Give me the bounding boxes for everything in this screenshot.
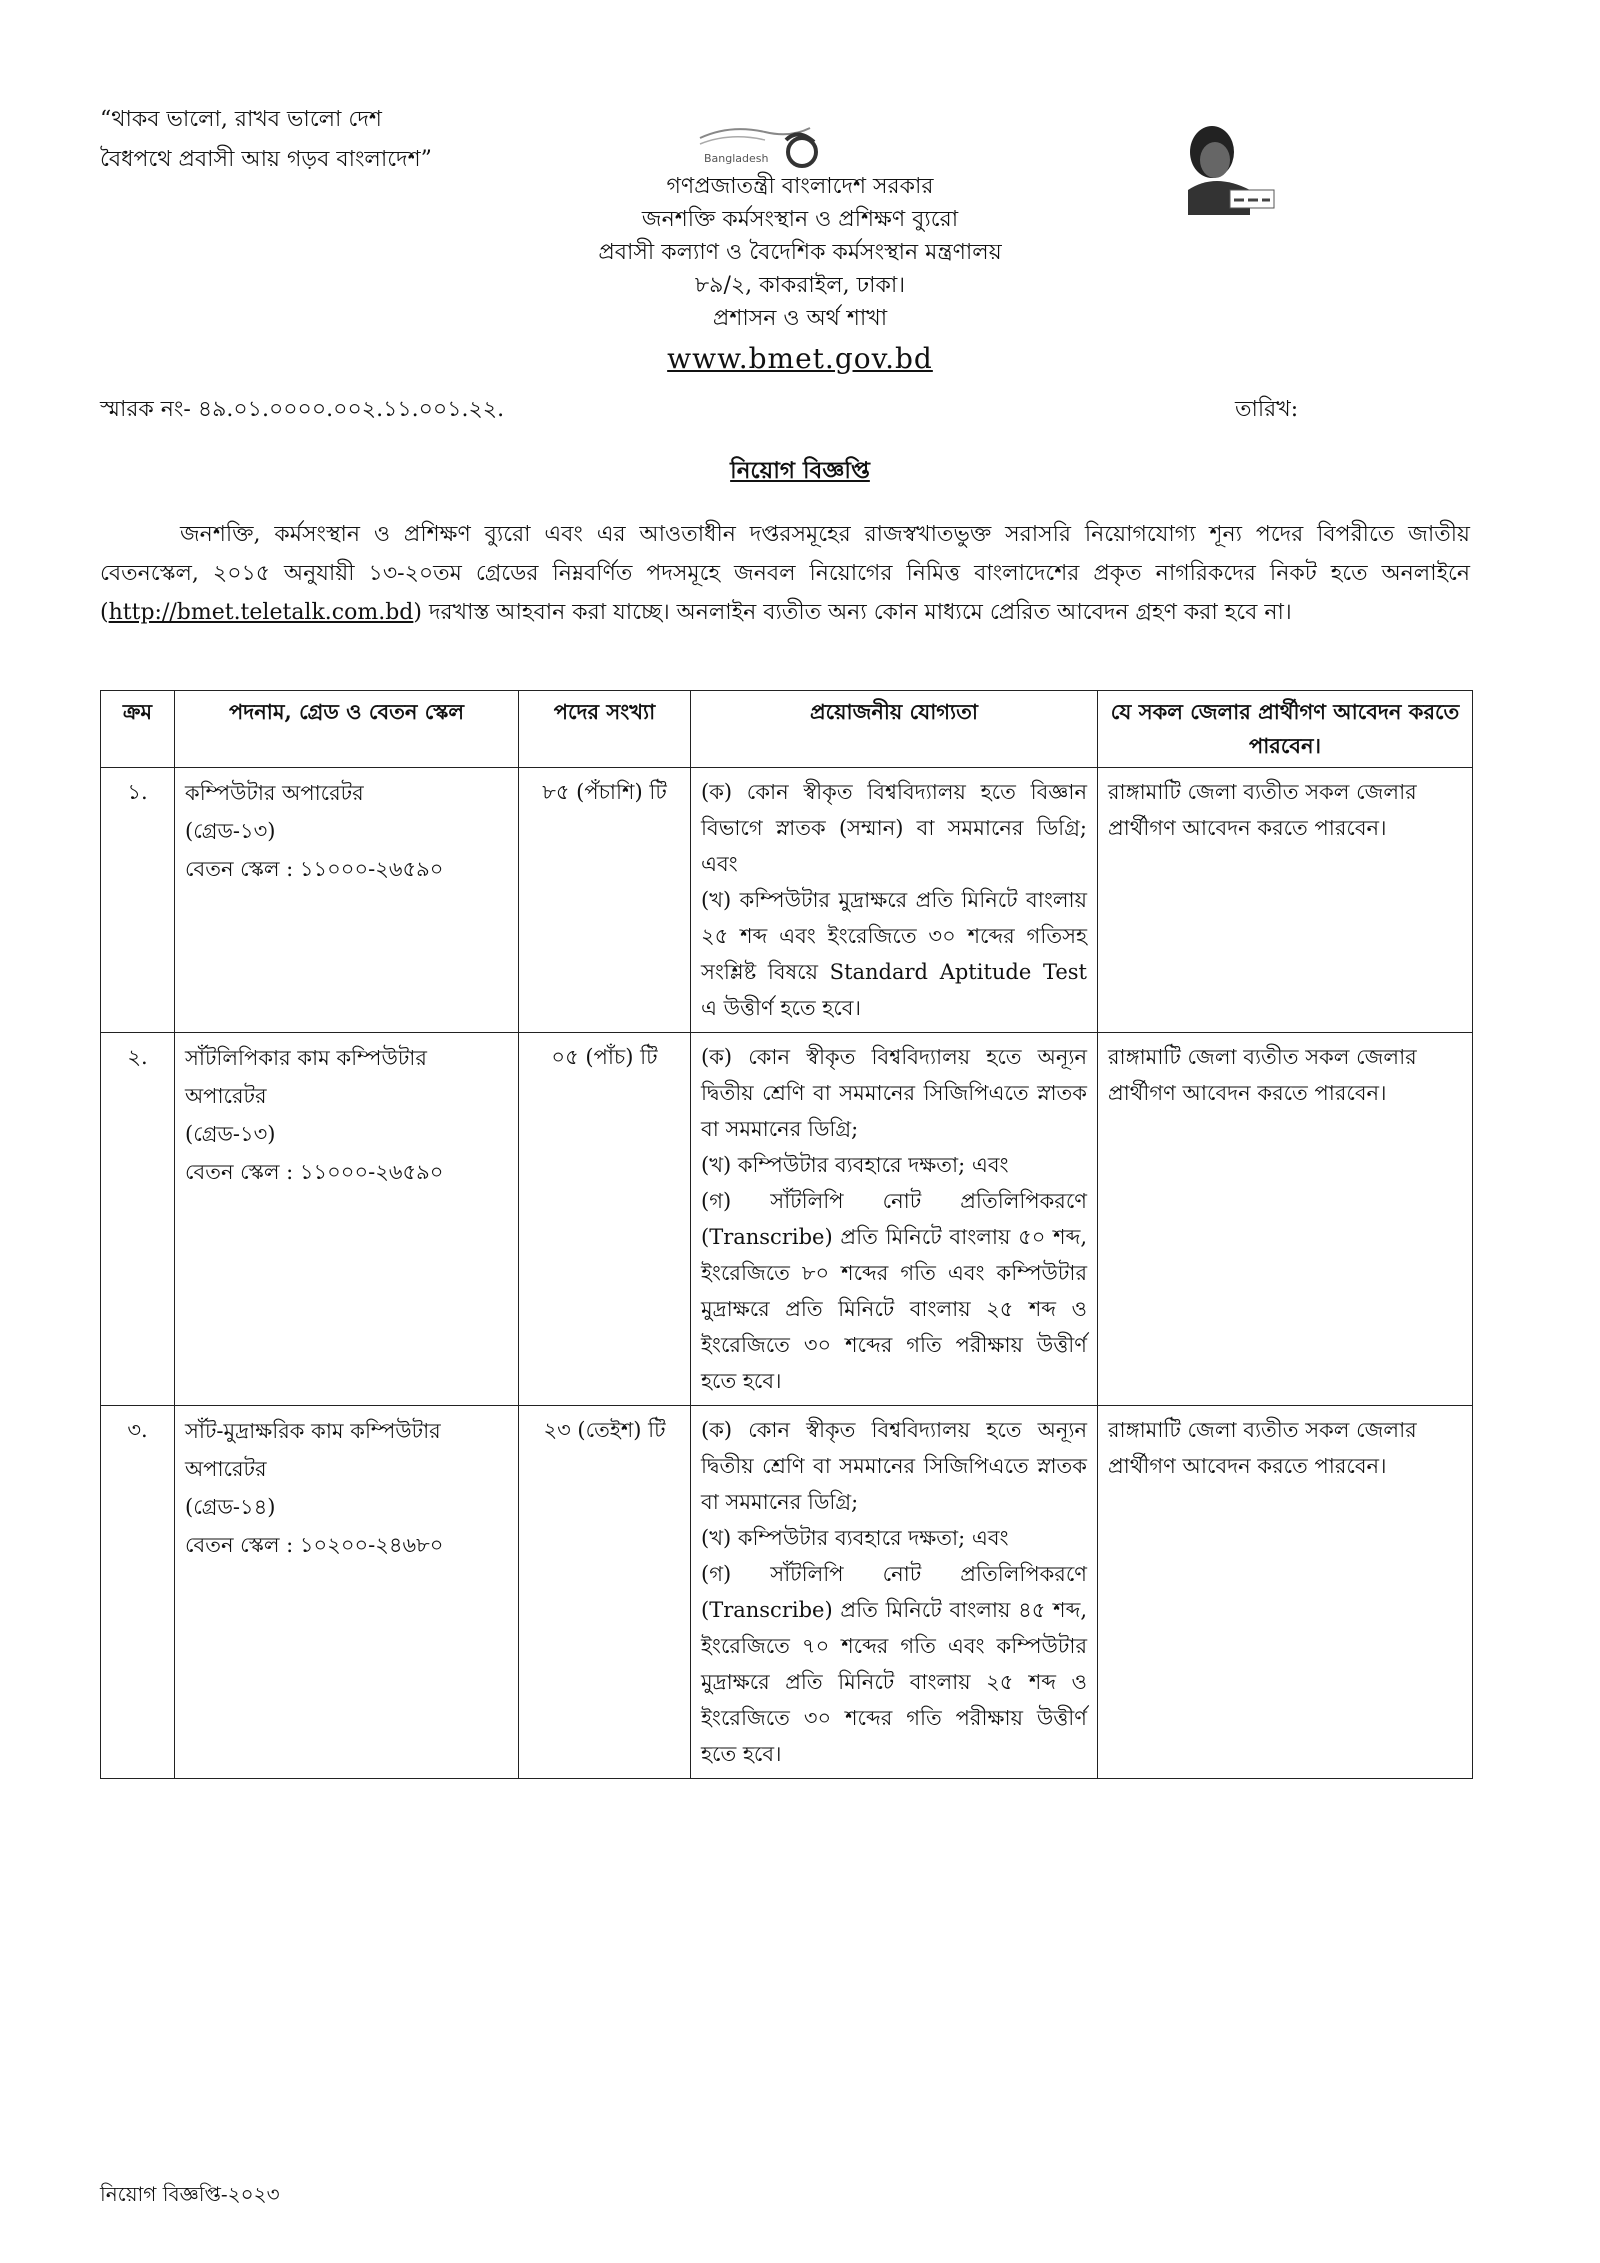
row-qualification <box>691 1033 1098 1406</box>
row-districts: রাঙ্গামাটি জেলা ব্যতীত সকল জেলার প্রার্থীগণ আবেদন করতে পারবেন। <box>1098 1406 1473 1779</box>
page-footer: নিয়োগ বিজ্ঞপ্তি-২০২৩ <box>100 2182 280 2206</box>
post-grade: (গ্রেড-১৩) <box>185 1122 276 1146</box>
post-scale: বেতন স্কেল : ১১০০০-২৬৫৯০ <box>185 1160 444 1184</box>
qualification-b: (খ) কম্পিউটার ব্যবহারে দক্ষতা; এবং <box>701 1526 1009 1550</box>
row-qualification <box>691 768 1098 1033</box>
row-qualification <box>691 1406 1098 1779</box>
website-link[interactable]: www.bmet.gov.bd <box>667 342 933 375</box>
logo-left-text: Bangladesh <box>704 152 769 165</box>
post-scale: বেতন স্কেল : ১০২০০-২৪৬৮০ <box>185 1533 444 1557</box>
qualification-a: (ক) কোন স্বীকৃত বিশ্ববিদ্যালয় হতে অন্যূন দ্বিতীয় শ্রেণি বা সমমানের সিজিপিএতে স্নাতক বা সমমানের ডিগ্রি; <box>701 1045 1087 1141</box>
header-ministry: প্রবাসী কল্যাণ ও বৈদেশিক কর্মসংস্থান মন্ত্রণালয় <box>598 240 1002 265</box>
header-address: ৮৯/২, কাকরাইল, ঢাকা। <box>694 273 906 298</box>
header-districts: যে সকল জেলার প্রার্থীগণ আবেদন করতে পারবেন। <box>1098 691 1473 768</box>
job-table <box>100 690 1473 1779</box>
post-grade: (গ্রেড-১৪) <box>185 1495 276 1519</box>
header-qualification: প্রয়োজনীয় যোগ্যতা <box>691 691 1098 768</box>
qualification-c: (গ) সাঁটলিপি নোট প্রতিলিপিকরণে (Transcribe) প্রতি মিনিটে বাংলায় ৪৫ শব্দ, ইংরেজিতে ৭০ শব্দের গতি এবং কম্পিউটার মুদ্রাক্ষরে প্রতি মিনিটে বাংলায় ২৫ শব্দ ও ইংরেজিতে ৩০ শব্দের গতি পরীক্ষায় উত্তীর্ণ হতে হবে। <box>701 1562 1087 1766</box>
row-sl: ৩. <box>101 1406 175 1779</box>
header-post: পদনাম, গ্রেড ও বেতন স্কেল <box>175 691 519 768</box>
table-header-row <box>101 691 1473 768</box>
bangladesh-50-years-logo-icon <box>690 118 840 176</box>
row-post <box>175 1406 519 1779</box>
memo-number: স্মারক নং- ৪৯.০১.০০০০.০০২.১১.০০১.২২. <box>100 397 505 422</box>
table-row <box>101 1406 1473 1779</box>
qualification-b: (খ) কম্পিউটার ব্যবহারে দক্ষতা; এবং <box>701 1153 1009 1177</box>
office-header <box>0 170 1600 379</box>
row-post <box>175 768 519 1033</box>
row-sl: ১. <box>101 768 175 1033</box>
slogan <box>100 100 432 180</box>
qualification-a: (ক) কোন স্বীকৃত বিশ্ববিদ্যালয় হতে অন্যূন দ্বিতীয় শ্রেণি বা সমমানের সিজিপিএতে স্নাতক বা সমমানের ডিগ্রি; <box>701 1418 1087 1514</box>
row-sl: ২. <box>101 1033 175 1406</box>
header-bureau: জনশক্তি কর্মসংস্থান ও প্রশিক্ষণ ব্যুরো <box>641 207 959 232</box>
post-name: সাঁট-মুদ্রাক্ষরিক কাম কম্পিউটার অপারেটর <box>185 1419 441 1481</box>
row-districts: রাঙ্গামাটি জেলা ব্যতীত সকল জেলার প্রার্থীগণ আবেদন করতে পারবেন। <box>1098 1033 1473 1406</box>
slogan-line-1: “থাকব ভালো, রাখব ভালো দেশ <box>100 107 382 132</box>
date-label: তারিখ: <box>1235 397 1299 422</box>
qualification-b: (খ) কম্পিউটার মুদ্রাক্ষরে প্রতি মিনিটে বাংলায় ২৫ শব্দ এবং ইংরেজিতে ৩০ শব্দের গতিসহ সংশ্লিষ্ট বিষয়ে Standard Aptitude Test এ উত্তীর্ণ হতে হবে। <box>701 888 1087 1020</box>
qualification-a: (ক) কোন স্বীকৃত বিশ্ববিদ্যালয় হতে বিজ্ঞান বিভাগে স্নাতক (সম্মান) বা সমমানের ডিগ্রি; এবং <box>701 780 1087 876</box>
qualification-c: (গ) সাঁটলিপি নোট প্রতিলিপিকরণে (Transcribe) প্রতি মিনিটে বাংলায় ৫০ শব্দ, ইংরেজিতে ৮০ শব্দের গতি এবং কম্পিউটার মুদ্রাক্ষরে প্রতি মিনিটে বাংলায় ২৫ শব্দ ও ইংরেজিতে ৩০ শব্দের গতি পরীক্ষায় উত্তীর্ণ হতে হবে। <box>701 1189 1087 1393</box>
post-name: সাঁটলিপিকার কাম কম্পিউটার অপারেটর <box>185 1046 427 1108</box>
header-branch: প্রশাসন ও অর্থ শাখা <box>712 306 888 331</box>
intro-text-start: জনশক্তি, কর্মসংস্থান ও প্রশিক্ষণ ব্যুরো এবং এর আওতাধীন দপ্তরসমূহের রাজস্বখাতভুক্ত সরাসরি নিয়োগযোগ্য শূন্য পদের বিপরীতে জাতীয় বেতনস্কেল, ২০১৫ অনুযায়ী ১৩-২০তম গ্রেডের নিম্নবর্ণিত পদসমূহে জনবল নিয়োগের নিমিত্ত বাংলাদেশের প্রকৃত নাগরিকদের নিকট হতে অনলাইনে ( <box>100 522 1470 625</box>
application-link[interactable]: http://bmet.teletalk.com.bd <box>108 600 414 625</box>
header-count: পদের সংখ্যা <box>519 691 691 768</box>
row-districts: রাঙ্গামাটি জেলা ব্যতীত সকল জেলার প্রার্থীগণ আবেদন করতে পারবেন। <box>1098 768 1473 1033</box>
post-name: কম্পিউটার অপারেটর <box>185 781 364 805</box>
notice-title: নিয়োগ বিজ্ঞপ্তি <box>730 457 870 484</box>
table-row <box>101 768 1473 1033</box>
intro-text-end: ) দরখাস্ত আহবান করা যাচ্ছে। অনলাইন ব্যতীত অন্য কোন মাধ্যমে প্রেরিত আবেদন গ্রহণ করা হবে না। <box>413 600 1292 625</box>
slogan-line-2: বৈধপথে প্রবাসী আয় গড়ব বাংলাদেশ” <box>100 147 432 172</box>
row-post <box>175 1033 519 1406</box>
row-count: ২৩ (তেইশ) টি <box>519 1406 691 1779</box>
post-grade: (গ্রেড-১৩) <box>185 819 276 843</box>
row-count: ৮৫ (পঁচাশি) টি <box>519 768 691 1033</box>
row-count: ০৫ (পাঁচ) টি <box>519 1033 691 1406</box>
post-scale: বেতন স্কেল : ১১০০০-২৬৫৯০ <box>185 857 444 881</box>
header-sl: ক্রম <box>101 691 175 768</box>
header-government: গণপ্রজাতন্ত্রী বাংলাদেশ সরকার <box>666 174 934 199</box>
intro-paragraph <box>100 515 1470 632</box>
table-row <box>101 1033 1473 1406</box>
